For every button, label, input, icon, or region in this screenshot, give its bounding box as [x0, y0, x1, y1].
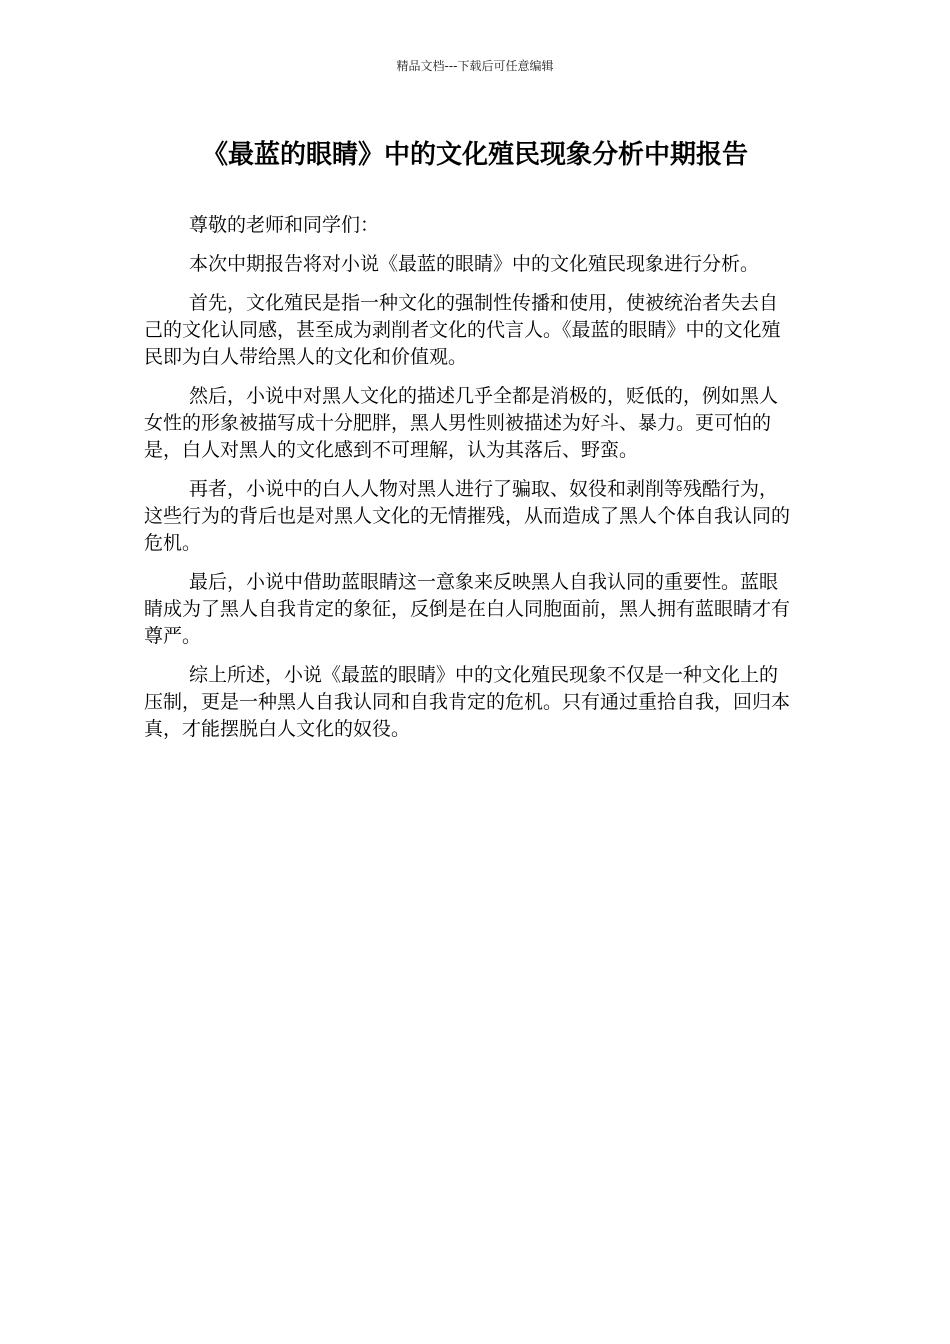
paragraph-first: 首先，文化殖民是指一种文化的强制性传播和使用，使被统治者失去自己的文化认同感，甚至成为剥削者文化的代言人。《最蓝的眼睛》中的文化殖民即为白人带给黑人的文化和价值观。: [144, 292, 781, 368]
paragraph-finally: 最后，小说中借助蓝眼睛这一意象来反映黑人自我认同的重要性。蓝眼睛成为了黑人自我肯定的象征，反倒是在白人同胞面前，黑人拥有蓝眼睛才有尊严。: [144, 571, 791, 647]
paragraph-intro: 本次中期报告将对小说《最蓝的眼睛》中的文化殖民现象进行分析。: [189, 253, 760, 275]
paragraph-moreover: 再者，小说中的白人人物对黑人进行了骗取、奴役和剥削等残酷行为，这些行为的背后也是对黑人文化的无情摧残，从而造成了黑人个体自我认同的危机。: [144, 478, 791, 554]
paragraph-salutation: 尊敬的老师和同学们：: [189, 214, 380, 236]
header-note: 精品文档---下载后可任意编辑: [396, 59, 554, 73]
paragraph-then: 然后，小说中对黑人文化的描述几乎全都是消极的，贬低的，例如黑人女性的形象被描写成十分肥胖，黑人男性则被描述为好斗、暴力。更可怕的是，白人对黑人的文化感到不可理解，认为其落后、野蛮。: [144, 385, 779, 461]
paragraph-conclusion: 综上所述，小说《最蓝的眼睛》中的文化殖民现象不仅是一种文化上的压制，更是一种黑人自我认同和自我肯定的危机。只有通过重拾自我，回归本真，才能摆脱白人文化的奴役。: [144, 664, 791, 740]
document-title: 《最蓝的眼睛》中的文化殖民现象分析中期报告: [201, 140, 748, 170]
document-body: [144, 212, 796, 755]
